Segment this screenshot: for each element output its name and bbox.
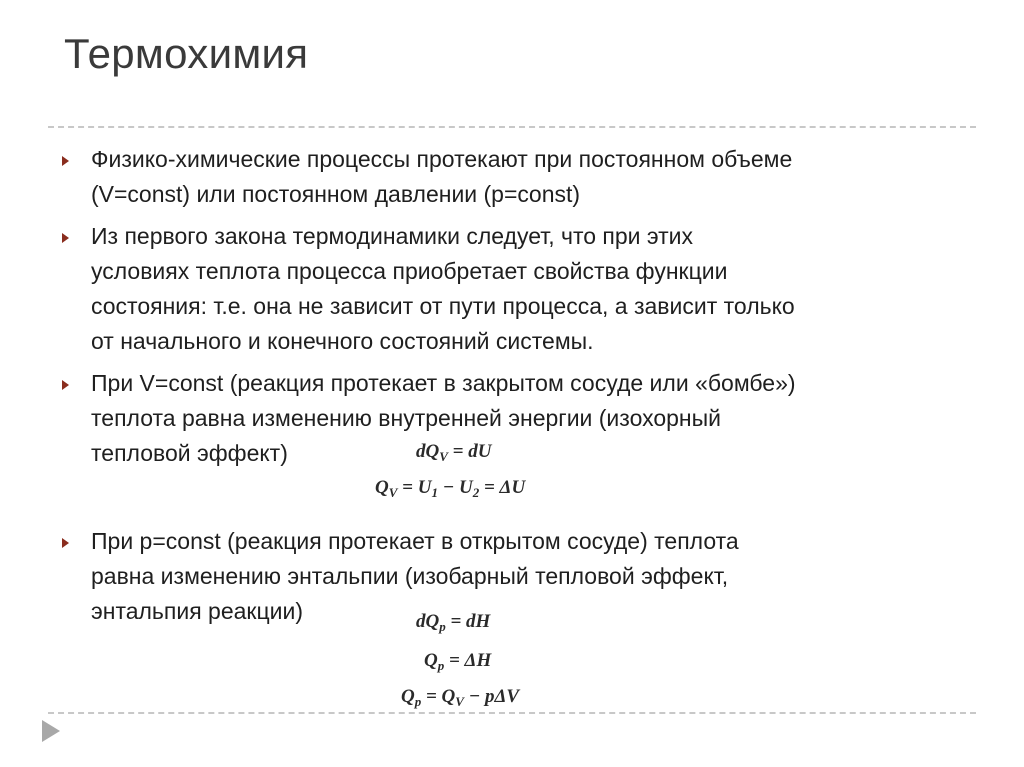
formula-dqp: $dQ_p$ = dH <box>416 611 491 634</box>
formula-qp: $Q_p = \Delta H$ <box>424 650 492 673</box>
bullet-arrow-icon <box>62 233 69 243</box>
bullet-line: условиях теплота процесса приобретает свойства функции <box>91 258 728 284</box>
title-divider <box>48 126 976 128</box>
bullet-item <box>60 524 980 709</box>
bullet-item <box>60 142 980 212</box>
bullet-line: Из первого закона термодинамики следует, что при этих <box>91 223 694 249</box>
bullet-line: состояния: т.е. она не зависит от пути процесса, а зависит только <box>91 293 795 319</box>
bullet-line: равна изменению энтальпии (изобарный тепловой эффект, <box>91 563 729 589</box>
formula-dqv: $dQ_V$ = dU <box>416 441 492 464</box>
bullet-line: теплота равна изменению внутренней энергии (изохорный <box>91 405 722 431</box>
slide-content <box>60 142 980 709</box>
bullet-line: от начального и конечного состояний системы. <box>91 328 594 354</box>
bullet-line: (V=const) или постоянном давлении (p=const) <box>91 181 581 207</box>
footer-divider <box>48 712 976 714</box>
play-arrow-icon[interactable] <box>42 720 60 742</box>
bullet-line: энтальпия реакции) <box>91 598 304 624</box>
bullet-arrow-icon <box>62 538 69 548</box>
formula-qp-qv: $Q_p = Q_V - p\Delta V$ <box>401 686 520 709</box>
bullet-item <box>60 366 980 500</box>
bullet-line: тепловой эффект) <box>91 440 288 466</box>
bullet-item <box>60 219 980 359</box>
bullet-line: При V=const (реакция протекает в закрытом сосуде или «бомбе») <box>91 370 796 396</box>
bullet-arrow-icon <box>62 156 69 166</box>
bullet-line: При p=const (реакция протекает в открытом сосуде) теплота <box>91 528 739 554</box>
formula-qv: $Q_V = U_1 - U_2 = \Delta U$ <box>375 477 526 500</box>
bullet-line: Физико-химические процессы протекают при постоянном объеме <box>91 146 793 172</box>
slide-title: Термохимия <box>64 30 309 77</box>
bullet-arrow-icon <box>62 380 69 390</box>
